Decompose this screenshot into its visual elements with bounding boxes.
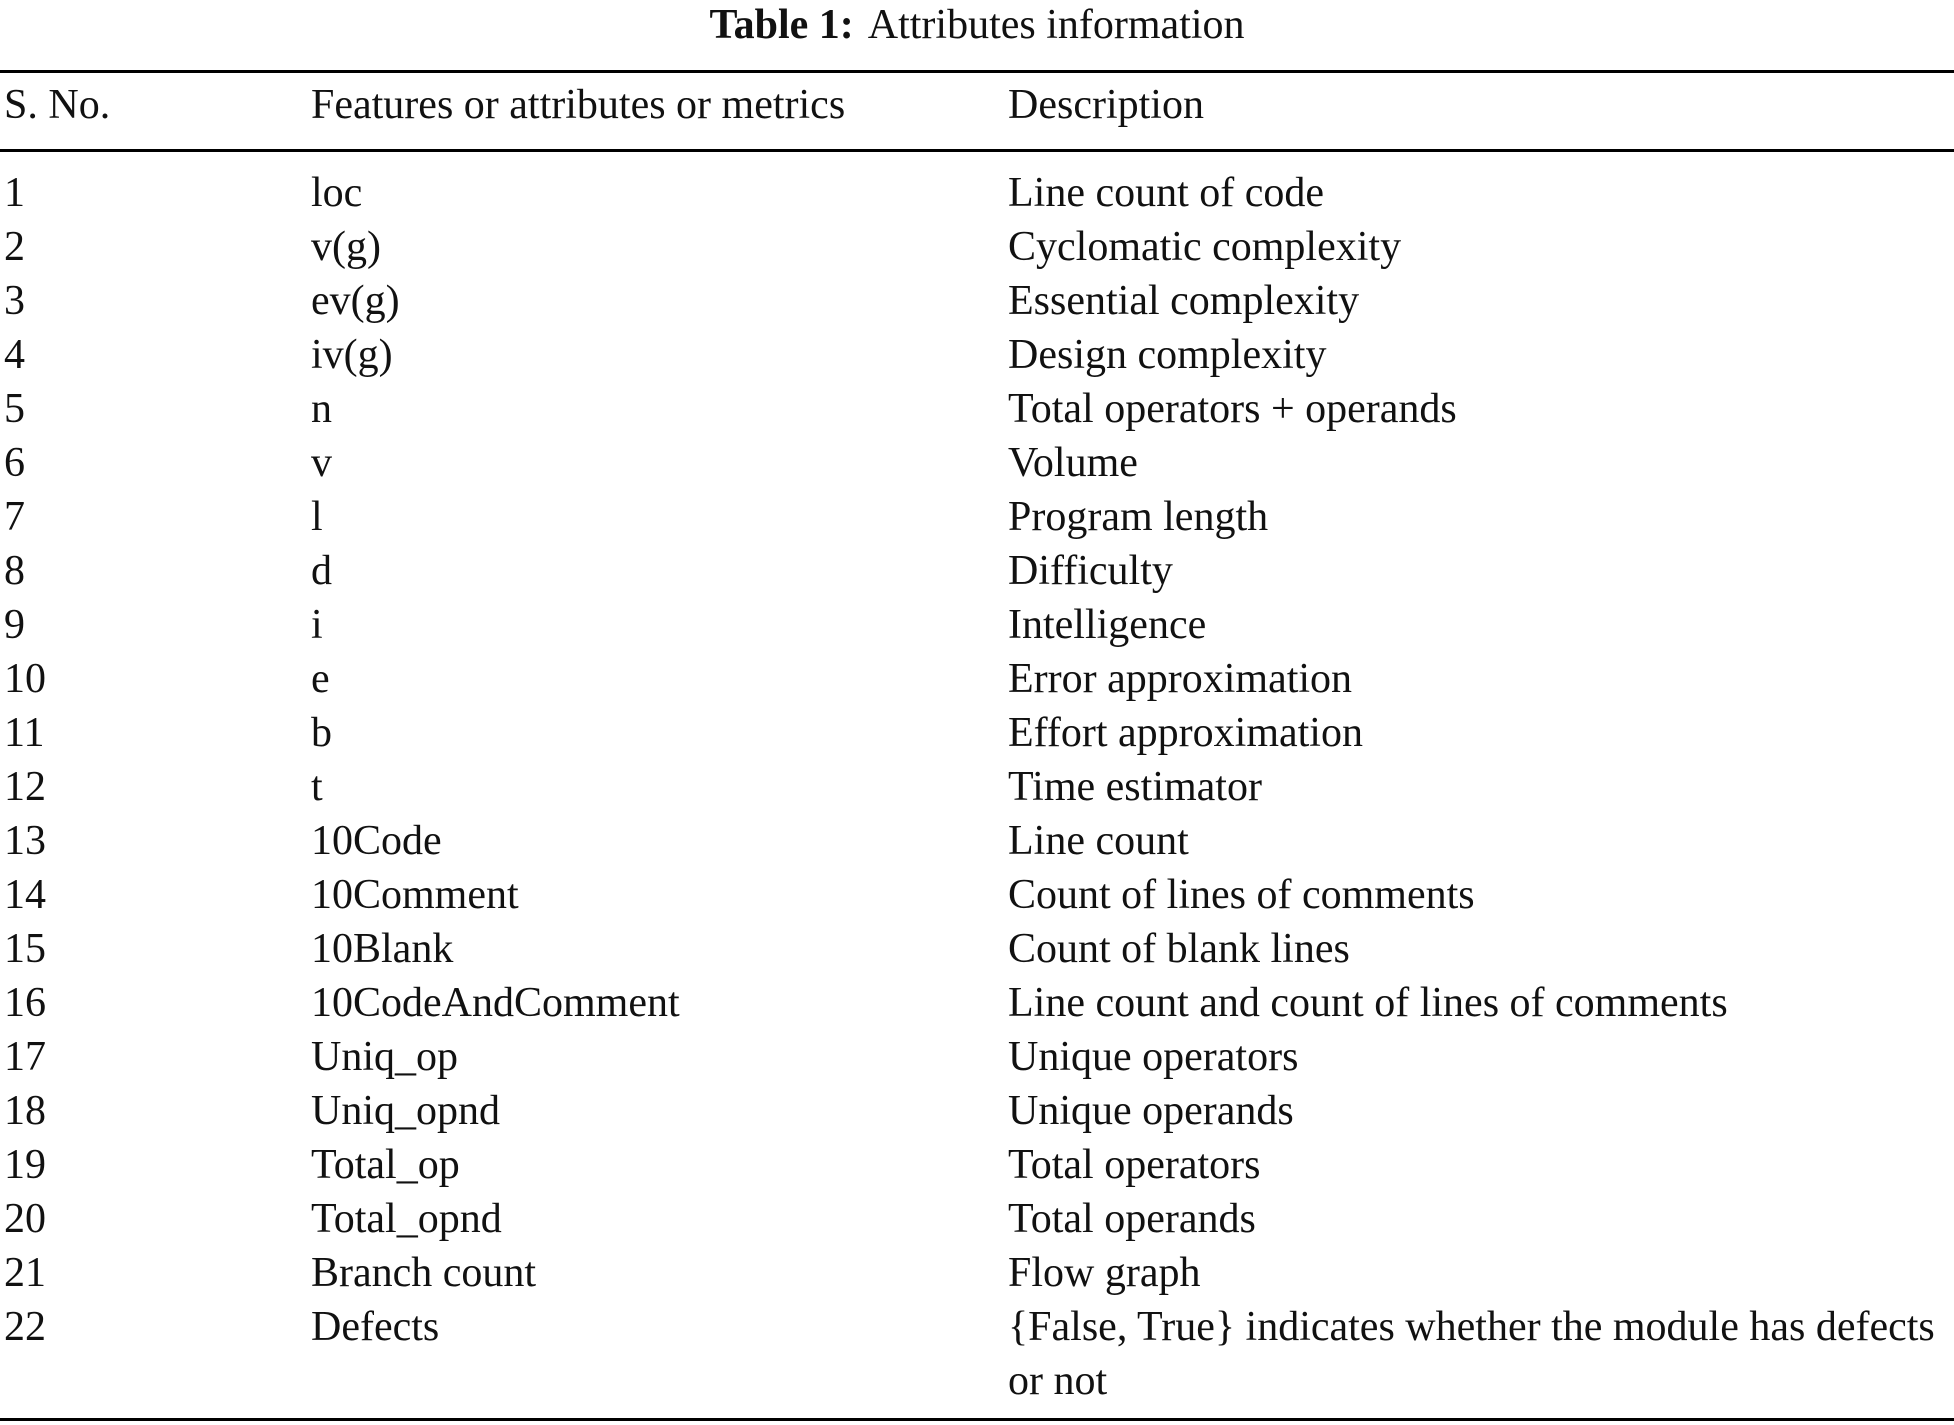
cell-description: Intelligence	[1008, 602, 1207, 648]
cell-serial-number: 8	[4, 548, 25, 594]
cell-feature: d	[311, 548, 332, 594]
cell-description: Effort approximation	[1008, 710, 1363, 756]
cell-description: Total operators + operands	[1008, 386, 1457, 432]
cell-feature: i	[311, 602, 323, 648]
table-row	[0, 760, 1954, 814]
cell-serial-number: 19	[4, 1142, 46, 1188]
cell-serial-number: 21	[4, 1250, 46, 1296]
table-row	[0, 1138, 1954, 1192]
table-header-row	[0, 78, 1954, 144]
cell-serial-number: 14	[4, 872, 46, 918]
table-row	[0, 868, 1954, 922]
cell-feature: Branch count	[311, 1250, 537, 1296]
cell-serial-number: 13	[4, 818, 46, 864]
cell-feature: Uniq_opnd	[311, 1088, 500, 1134]
table-row	[0, 652, 1954, 706]
cell-feature: t	[311, 764, 323, 810]
cell-feature: Total_op	[311, 1142, 460, 1188]
cell-description: Volume	[1008, 440, 1138, 486]
table-row	[0, 274, 1954, 328]
cell-description: Flow graph	[1008, 1250, 1201, 1296]
cell-feature: Total_opnd	[311, 1196, 502, 1242]
cell-description: Cyclomatic complexity	[1008, 224, 1402, 270]
cell-description: Error approximation	[1008, 656, 1353, 702]
cell-feature: 10CodeAndComment	[311, 980, 680, 1026]
table-top-rule	[0, 70, 1954, 73]
table-row	[0, 1300, 1954, 1408]
cell-feature: ev(g)	[311, 278, 400, 324]
cell-serial-number: 3	[4, 278, 25, 324]
cell-description: Unique operands	[1008, 1088, 1294, 1134]
cell-description: Count of blank lines	[1008, 926, 1350, 972]
table-row	[0, 922, 1954, 976]
table-row	[0, 544, 1954, 598]
cell-serial-number: 22	[4, 1304, 46, 1350]
cell-description: Design complexity	[1008, 332, 1327, 378]
table-row	[0, 490, 1954, 544]
table-row	[0, 166, 1954, 220]
cell-serial-number: 11	[4, 710, 45, 756]
table-caption-label: Table 1:	[709, 2, 854, 48]
cell-description: Line count	[1008, 818, 1189, 864]
cell-feature: Defects	[311, 1304, 440, 1350]
cell-description: Difficulty	[1008, 548, 1173, 594]
cell-serial-number: 15	[4, 926, 46, 972]
cell-serial-number: 2	[4, 224, 25, 270]
cell-serial-number: 17	[4, 1034, 46, 1080]
cell-serial-number: 1	[4, 170, 25, 216]
cell-serial-number: 18	[4, 1088, 46, 1134]
cell-description: Count of lines of comments	[1008, 872, 1475, 918]
table-row	[0, 1030, 1954, 1084]
table-row	[0, 706, 1954, 760]
table-caption	[0, 0, 1954, 50]
table-row	[0, 1084, 1954, 1138]
cell-serial-number: 6	[4, 440, 25, 486]
cell-description: Program length	[1008, 494, 1269, 540]
cell-feature: v(g)	[311, 224, 381, 270]
header-description: Description	[1008, 82, 1204, 128]
table-row	[0, 220, 1954, 274]
cell-feature: 10Blank	[311, 926, 454, 972]
table-row	[0, 1246, 1954, 1300]
cell-serial-number: 7	[4, 494, 25, 540]
cell-feature: l	[311, 494, 323, 540]
cell-description: Line count and count of lines of comments	[1008, 980, 1728, 1026]
cell-serial-number: 10	[4, 656, 46, 702]
cell-feature: n	[311, 386, 332, 432]
cell-serial-number: 5	[4, 386, 25, 432]
table-row	[0, 976, 1954, 1030]
cell-feature: e	[311, 656, 330, 702]
table-row	[0, 328, 1954, 382]
cell-serial-number: 20	[4, 1196, 46, 1242]
cell-feature: iv(g)	[311, 332, 393, 378]
cell-description: Total operators	[1008, 1142, 1261, 1188]
cell-description: {False, True} indicates whether the module has defects or not	[1008, 1304, 1935, 1404]
table-row	[0, 436, 1954, 490]
cell-serial-number: 16	[4, 980, 46, 1026]
table-caption-title: Attributes information	[867, 2, 1245, 48]
cell-feature: b	[311, 710, 332, 756]
cell-serial-number: 12	[4, 764, 46, 810]
header-serial-number: S. No.	[4, 82, 111, 128]
table-row	[0, 1192, 1954, 1246]
header-features: Features or attributes or metrics	[311, 82, 846, 128]
cell-serial-number: 4	[4, 332, 25, 378]
cell-description: Essential complexity	[1008, 278, 1360, 324]
cell-description: Line count of code	[1008, 170, 1325, 216]
table-body	[0, 166, 1954, 1408]
cell-description: Time estimator	[1008, 764, 1262, 810]
table-header-rule	[0, 149, 1954, 152]
cell-description: Unique operators	[1008, 1034, 1299, 1080]
table-bottom-rule	[0, 1418, 1954, 1421]
cell-feature: loc	[311, 170, 363, 216]
cell-feature: Uniq_op	[311, 1034, 458, 1080]
table-row	[0, 598, 1954, 652]
cell-description: Total operands	[1008, 1196, 1256, 1242]
table-row	[0, 814, 1954, 868]
table-row	[0, 382, 1954, 436]
cell-feature: v	[311, 440, 332, 486]
cell-serial-number: 9	[4, 602, 25, 648]
cell-feature: 10Code	[311, 818, 442, 864]
cell-feature: 10Comment	[311, 872, 519, 918]
